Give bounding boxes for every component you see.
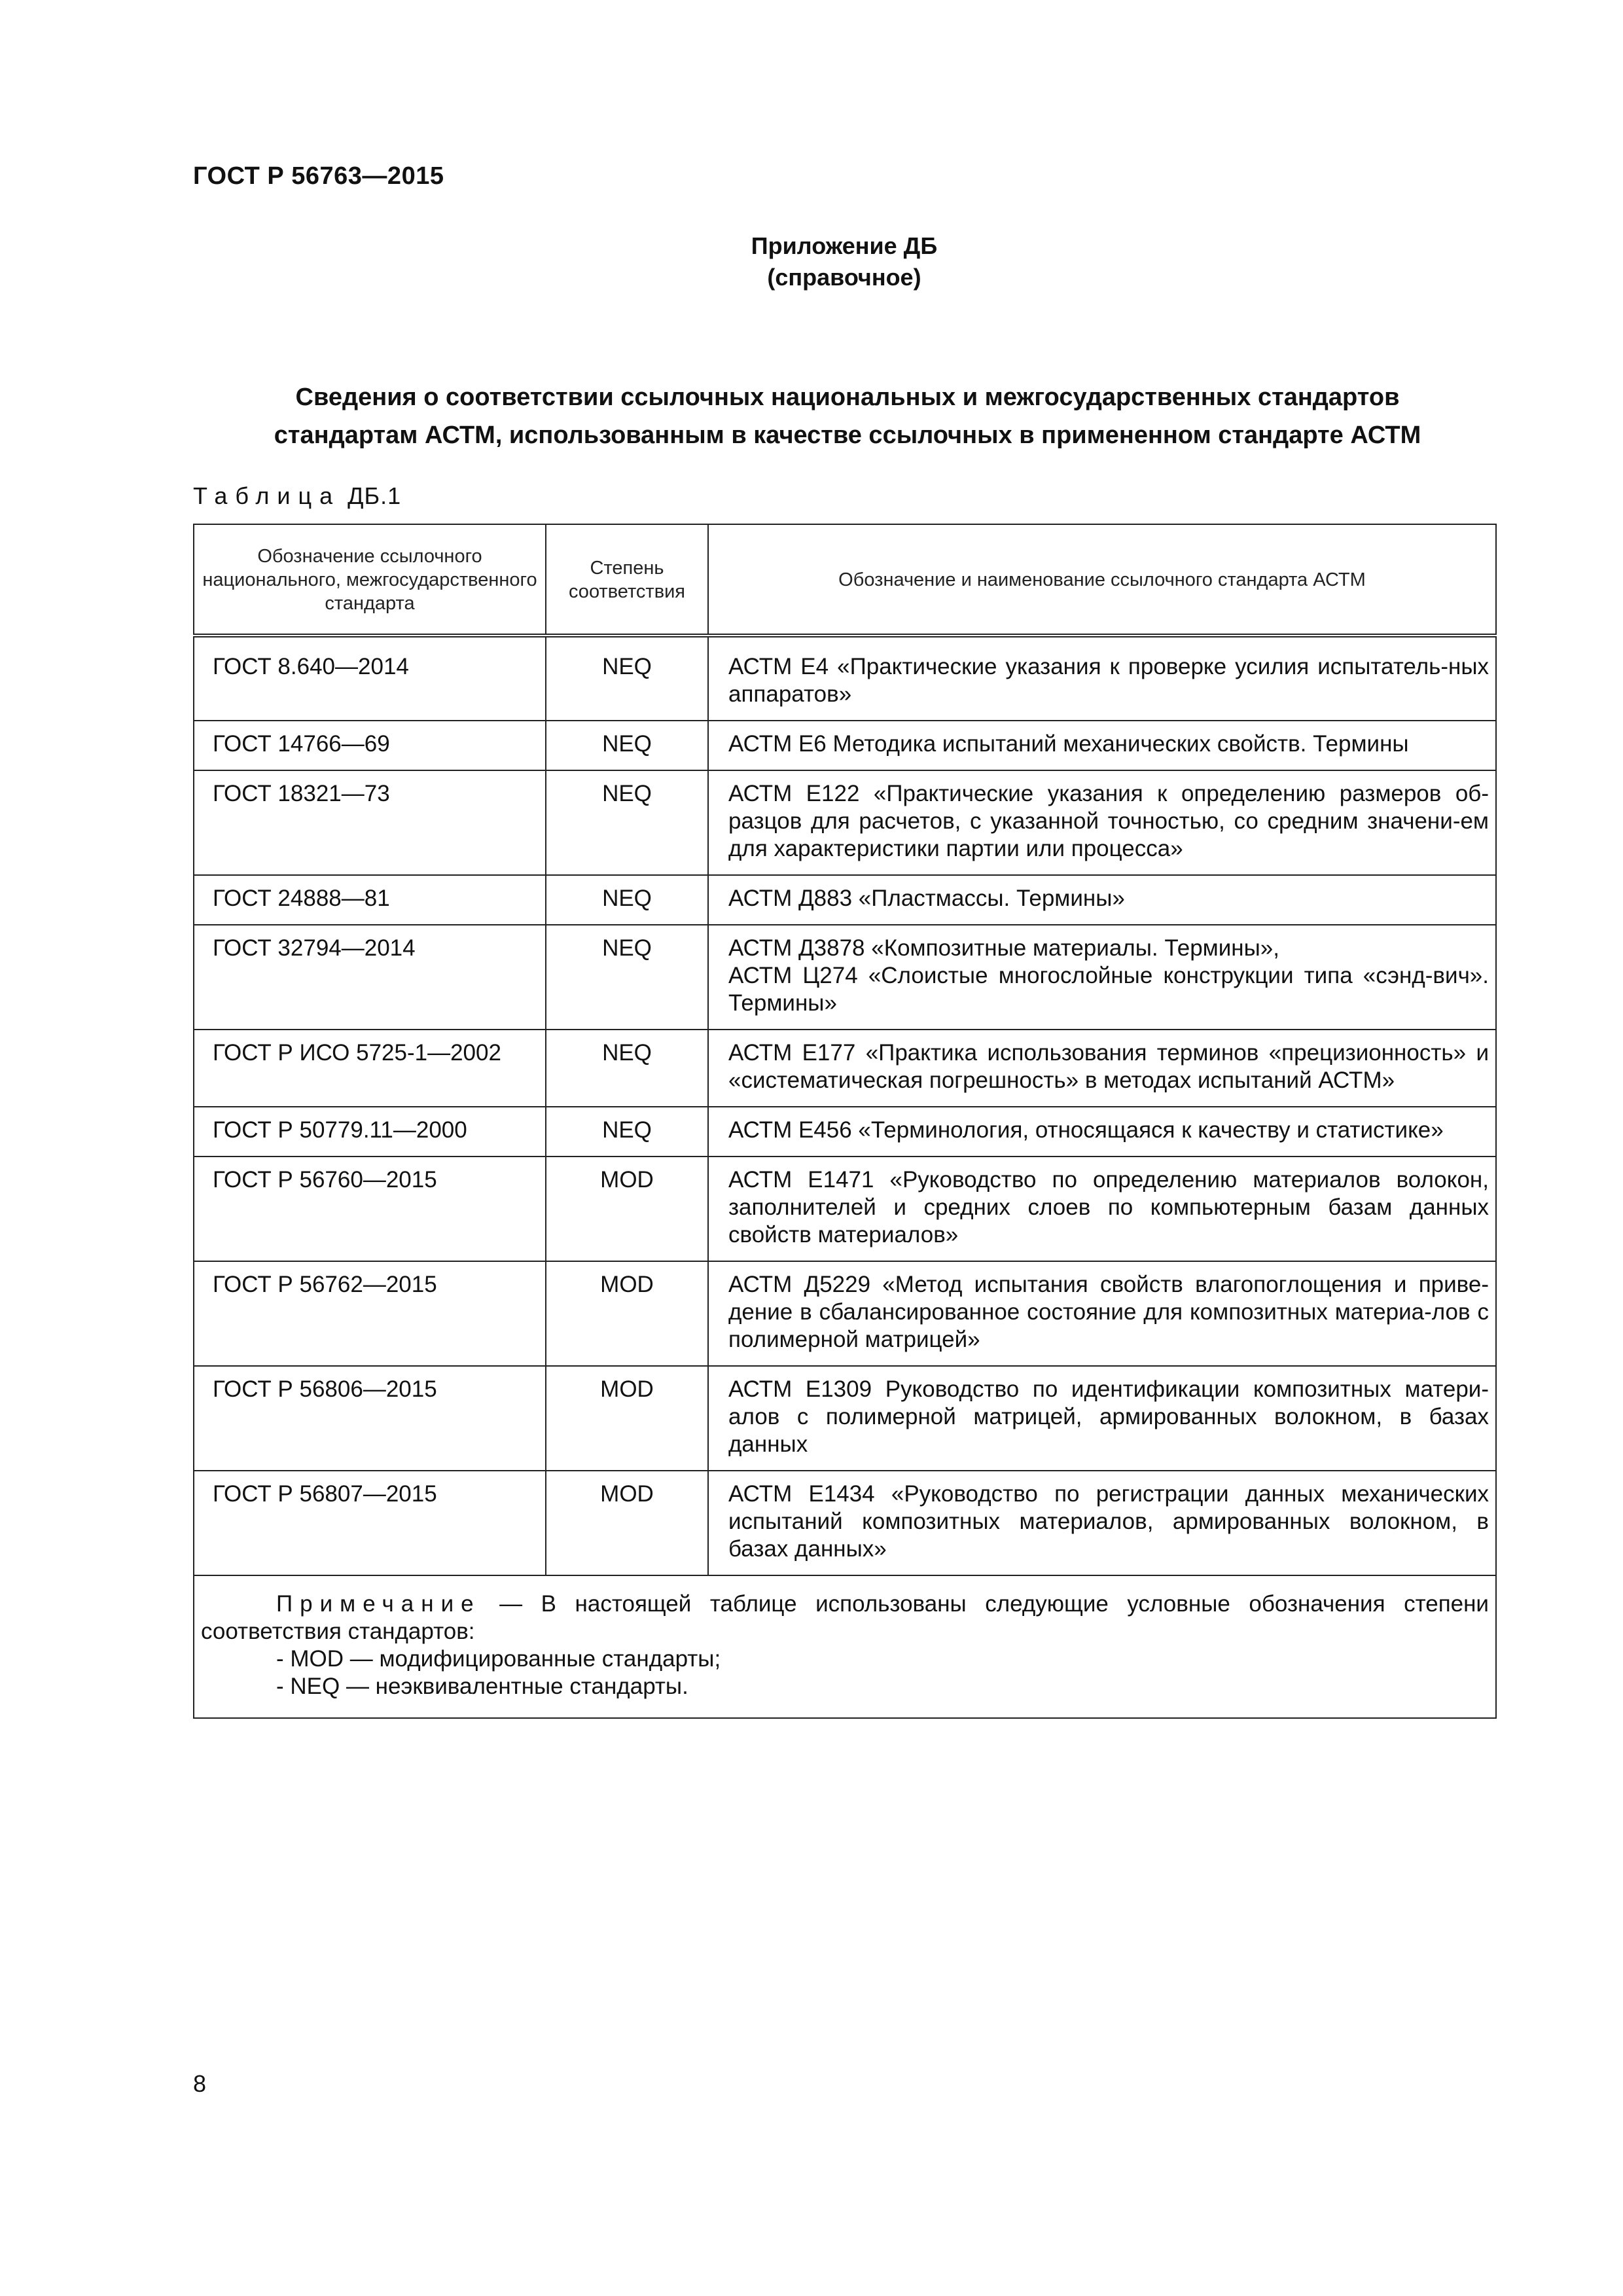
table-row (194, 1157, 1496, 1261)
note-label: Примечание (276, 1591, 481, 1617)
cell-degree: MOD (546, 1261, 708, 1366)
cell-degree: NEQ (546, 636, 708, 721)
table-label (193, 482, 401, 510)
cell-astm: АСТМ Е177 «Практика использования терминов «прецизионность» и «систематическая погрешность» в методах испытаний АСТМ» (708, 1030, 1496, 1107)
table-row (194, 1030, 1496, 1107)
cell-astm: АСТМ Д5229 «Метод испытания свойств влагопоглощения и приве-дение в сбалансированное состояние для композитных материа-лов с полимерной матрицей» (708, 1261, 1496, 1366)
table-note (194, 1575, 1496, 1718)
table-row (194, 925, 1496, 1030)
header-astm-standard: Обозначение и наименование ссылочного стандарта АСТМ (708, 524, 1496, 636)
appendix-title: Приложение ДБ (751, 232, 938, 259)
page-number: 8 (193, 2070, 207, 2097)
cell-standard: ГОСТ 18321—73 (194, 770, 546, 875)
table-row (194, 636, 1496, 721)
cell-standard: ГОСТ Р 56762—2015 (194, 1261, 546, 1366)
cell-astm: АСТМ Д883 «Пластмассы. Термины» (708, 875, 1496, 925)
table-row (194, 721, 1496, 770)
document-code: ГОСТ Р 56763—2015 (193, 162, 444, 190)
cell-degree: MOD (546, 1157, 708, 1261)
cell-degree: MOD (546, 1471, 708, 1575)
cell-standard: ГОСТ Р ИСО 5725-1—2002 (194, 1030, 546, 1107)
table-header-row (194, 524, 1496, 636)
standards-table (193, 524, 1497, 1719)
cell-degree: NEQ (546, 875, 708, 925)
cell-standard: ГОСТ 24888—81 (194, 875, 546, 925)
cell-astm: АСТМ Е1434 «Руководство по регистрации данных механических испытаний композитных материалов, армированных волокном, в базах данных» (708, 1471, 1496, 1575)
cell-degree: NEQ (546, 1107, 708, 1157)
table-row (194, 1366, 1496, 1471)
cell-astm: АСТМ Е122 «Практические указания к определению размеров об-разцов для расчетов, с указанной точностью, со средним значени-ем для характеристики партии или процесса» (708, 770, 1496, 875)
cell-standard: ГОСТ 32794—2014 (194, 925, 546, 1030)
appendix-heading (0, 230, 1623, 293)
table-row (194, 875, 1496, 925)
cell-astm: АСТМ Е1309 Руководство по идентификации композитных матери-алов с полимерной матрицей, армированных волокном, в базах данных (708, 1366, 1496, 1471)
cell-astm: АСТМ Е4 «Практические указания к проверке усилия испытатель-ных аппаратов» (708, 636, 1496, 721)
header-national-standard: Обозначение ссылочного национального, межгосударственного стандарта (194, 524, 546, 636)
cell-astm-line: АСТМ Ц274 «Слоистые многослойные конструкции типа «сэнд-вич». Термины» (728, 963, 1489, 1016)
cell-degree: MOD (546, 1366, 708, 1471)
cell-astm: АСТМ Е456 «Терминология, относящаяся к качеству и статистике» (708, 1107, 1496, 1157)
note-text: — В настоящей таблице использованы следующие условные обозначения степени соответствия стандартов: (201, 1591, 1489, 1644)
page-title-line-1: Сведения о соответствии ссылочных национальных и межгосударственных стандартов (295, 384, 1400, 411)
cell-astm: АСТМ Е6 Методика испытаний механических свойств. Термины (708, 721, 1496, 770)
table-row (194, 1107, 1496, 1157)
cell-standard: ГОСТ 14766—69 (194, 721, 546, 770)
cell-astm: АСТМ Е1471 «Руководство по определению материалов волокон, заполнителей и средних слоев по компьютерным базам данных свойств материалов» (708, 1157, 1496, 1261)
cell-degree: NEQ (546, 770, 708, 875)
table-note-row (194, 1575, 1496, 1718)
cell-standard: ГОСТ Р 56807—2015 (194, 1471, 546, 1575)
table-label-word: Таблица (193, 482, 341, 509)
cell-standard: ГОСТ Р 50779.11—2000 (194, 1107, 546, 1157)
cell-degree: NEQ (546, 1030, 708, 1107)
cell-degree: NEQ (546, 721, 708, 770)
page-title-line-2: стандартам АСТМ, использованным в качестве ссылочных в примененном стандарте АСТМ (274, 422, 1421, 449)
table-label-number: ДБ.1 (340, 482, 402, 509)
page-title (193, 378, 1502, 454)
cell-standard: ГОСТ 8.640—2014 (194, 636, 546, 721)
note-item: - MOD — модифицированные стандарты; (276, 1646, 721, 1672)
cell-standard: ГОСТ Р 56806—2015 (194, 1366, 546, 1471)
cell-astm-line: АСТМ Д3878 «Композитные материалы. Термины», (728, 935, 1279, 961)
cell-degree: NEQ (546, 925, 708, 1030)
table-row (194, 1261, 1496, 1366)
cell-astm (708, 925, 1496, 1030)
note-item: - NEQ — неэквивалентные стандарты. (276, 1674, 688, 1699)
header-degree: Степень соответствия (546, 524, 708, 636)
table-row (194, 770, 1496, 875)
cell-standard: ГОСТ Р 56760—2015 (194, 1157, 546, 1261)
appendix-type: (справочное) (767, 264, 921, 291)
table-row (194, 1471, 1496, 1575)
